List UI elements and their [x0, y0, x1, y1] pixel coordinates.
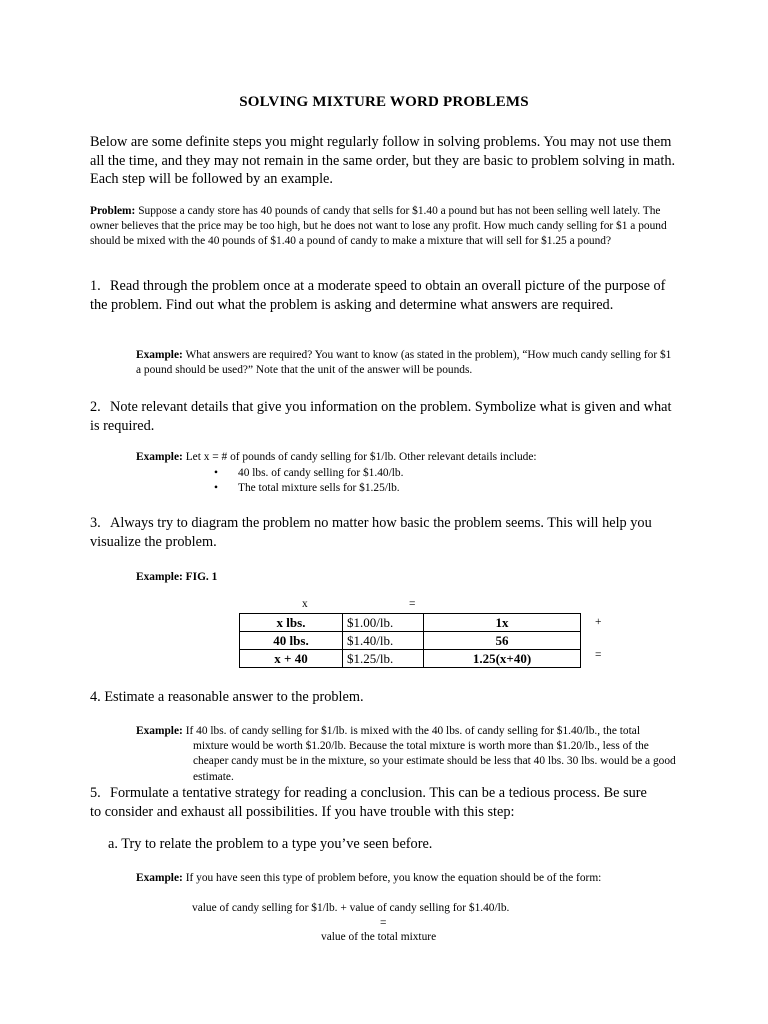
table-cell: x lbs. [240, 614, 343, 632]
step-4 [90, 688, 682, 707]
list-item: • The total mixture sells for $1.25/lb. [214, 481, 614, 496]
problem-label: Problem: [90, 205, 136, 217]
step-number: 1. [90, 278, 101, 294]
problem-statement [90, 204, 684, 250]
example-text: If you have seen this type of problem before, you know the equation should be of the form: [185, 872, 602, 884]
step-number: 2. [90, 399, 101, 415]
equation-equals: = [380, 917, 387, 929]
step-1-example [136, 348, 676, 378]
mixture-table [239, 613, 581, 668]
equation-bottom: value of the total mixture [321, 931, 437, 943]
step-2-bullet-list [214, 466, 614, 496]
step-number: 4. [90, 689, 101, 705]
figure-plus-sign: + [595, 616, 602, 628]
substep-label: a. [108, 836, 118, 852]
table-row [240, 650, 581, 668]
step-text: Note relevant details that give you information on the problem. Symbolize what is given and what is required. [90, 399, 672, 434]
step-2-example [136, 450, 676, 465]
example-label: Example: [136, 872, 183, 884]
step-4-example [136, 724, 676, 785]
substep-text: Try to relate the problem to a type you’ve seen before. [121, 836, 433, 852]
step-number: 5. [90, 785, 101, 801]
figure-header-x: x [302, 598, 308, 610]
step-5-example [136, 871, 676, 886]
table-cell: 1x [424, 614, 581, 632]
step-2 [90, 398, 682, 435]
step-5a [108, 835, 668, 854]
page-title: SOLVING MIXTURE WORD PROBLEMS [239, 94, 529, 110]
table-row [240, 632, 581, 650]
example-text: Let x = # of pounds of candy selling for $1/lb. Other relevant details include: [185, 451, 537, 463]
step-1 [90, 277, 682, 314]
example-text: What answers are required? You want to know (as stated in the problem), “How much candy selling for $1 a pound should be used?” Note that the unit of the answer will be pounds. [136, 349, 672, 377]
problem-text: Suppose a candy store has 40 pounds of candy that sells for $1.40 a pound but has not been selling well lately. The owner believes that the price may be too high, but he does not want to lose any profit. How much candy selling for $1 a pound should be mixed with the 40 pounds of $1.40 a pound of candy to make a mixture that will sell for $1.25 a pound? [90, 205, 667, 248]
example-label: Example: [136, 349, 183, 361]
step-5 [90, 784, 660, 821]
figure-equals-sign: = [595, 649, 602, 661]
example-text: If 40 lbs. of candy selling for $1/lb. is mixed with the 40 lbs. of candy selling for $1.40/lb., the total mixture would be worth $1.20/lb. Because the total mixture is worth more than $1.20/lb., less of the cheaper candy must be in the mixture, so your estimate should be less that 40 lbs. 30 lbs. would be a good estimate. [185, 725, 676, 783]
step-3 [90, 514, 682, 551]
figure-header-equals: = [409, 598, 416, 610]
step-number: 3. [90, 515, 101, 531]
table-cell: x + 40 [240, 650, 343, 668]
step-text: Formulate a tentative strategy for reading a conclusion. This can be a tedious process. Be sure to consider and exhaust all possibilities. If you have trouble with this step: [90, 785, 647, 820]
table-cell: 1.25(x+40) [424, 650, 581, 668]
table-cell: $1.40/lb. [343, 632, 424, 650]
table-cell: 56 [424, 632, 581, 650]
list-item: • 40 lbs. of candy selling for $1.40/lb. [214, 466, 614, 481]
table-cell: 40 lbs. [240, 632, 343, 650]
intro-paragraph: Below are some definite steps you might regularly follow in solving problems. You may not use them all the time, and they may not remain in the same order, but they are basic to problem solving in math. Each step will be followed by an example. [90, 134, 676, 187]
step-text: Always try to diagram the problem no matter how basic the problem seems. This will help you visualize the problem. [90, 515, 652, 550]
example-label: Example: [136, 451, 183, 463]
table-cell: $1.00/lb. [343, 614, 424, 632]
equation-top: value of candy selling for $1/lb. + value of candy selling for $1.40/lb. [192, 902, 510, 914]
table-row [240, 614, 581, 632]
figure-caption: Example: FIG. 1 [136, 571, 218, 583]
step-text: Estimate a reasonable answer to the problem. [104, 689, 364, 705]
table-cell: $1.25/lb. [343, 650, 424, 668]
step-text: Read through the problem once at a moderate speed to obtain an overall picture of the purpose of the problem. Find out what the problem is asking and determine what answers are required. [90, 278, 666, 313]
example-label: Example: [136, 725, 183, 737]
